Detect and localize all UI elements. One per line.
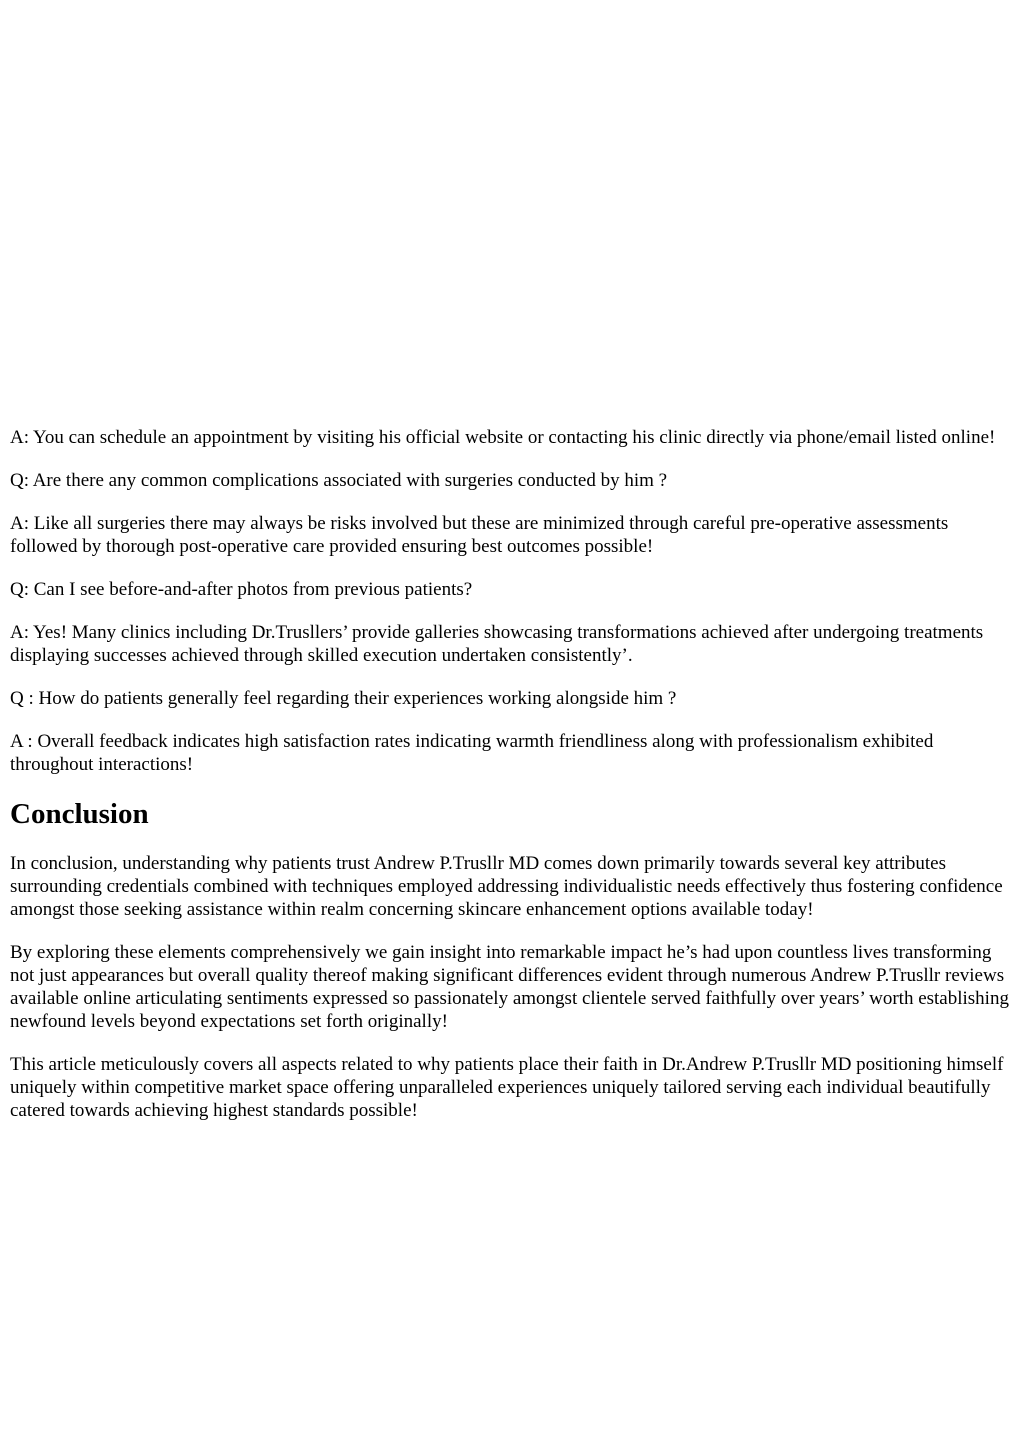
conclusion-paragraph: This article meticulously covers all aspects related to why patients place their faith in Dr.Andrew P.Trusllr MD positioning himself uniquely within competitive market space offering unparalleled experiences uniquely tailored serving each individual beautifully catered towards achieving highest standards possible! (10, 1054, 1004, 1121)
faq-question-complications: Q: Are there any common complications associated with surgeries conducted by him ? (10, 470, 668, 491)
faq-answer-schedule: A: You can schedule an appointment by visiting his official website or contacting his clinic directly via phone/email listed online! (10, 427, 996, 448)
conclusion-heading: Conclusion (10, 798, 149, 830)
faq-question-experiences: Q : How do patients generally feel regarding their experiences working alongside him ? (10, 688, 677, 709)
conclusion-paragraph: By exploring these elements comprehensively we gain insight into remarkable impact he’s had upon countless lives transforming not just appearances but overall quality thereof making significant differences evident through numerous Andrew P.Trusllr reviews available online articulating sentiments expressed so passionately amongst clientele served faithfully over years’ worth establishing newfound levels beyond expectations set forth originally! (10, 942, 1009, 1032)
conclusion-paragraph: In conclusion, understanding why patients trust Andrew P.Trusllr MD comes down primarily towards several key attributes surrounding credentials combined with techniques employed addressing individualistic needs effectively thus fostering confidence amongst those seeking assistance within realm concerning skincare enhancement options available today! (10, 853, 1003, 920)
faq-answer-photos: A: Yes! Many clinics including Dr.Trusllers’ provide galleries showcasing transformations achieved after undergoing treatments displaying successes achieved through skilled execution undertaken consistently’. (10, 622, 984, 666)
faq-question-photos: Q: Can I see before-and-after photos from previous patients? (10, 579, 473, 600)
faq-answer-experiences: A : Overall feedback indicates high satisfaction rates indicating warmth friendliness along with professionalism exhibited throughout interactions! (10, 731, 934, 775)
article-content (10, 426, 1016, 1142)
faq-answer-complications: A: Like all surgeries there may always be risks involved but these are minimized through careful pre-operative assessments followed by thorough post-operative care provided ensuring best outcomes possible! (10, 513, 949, 557)
